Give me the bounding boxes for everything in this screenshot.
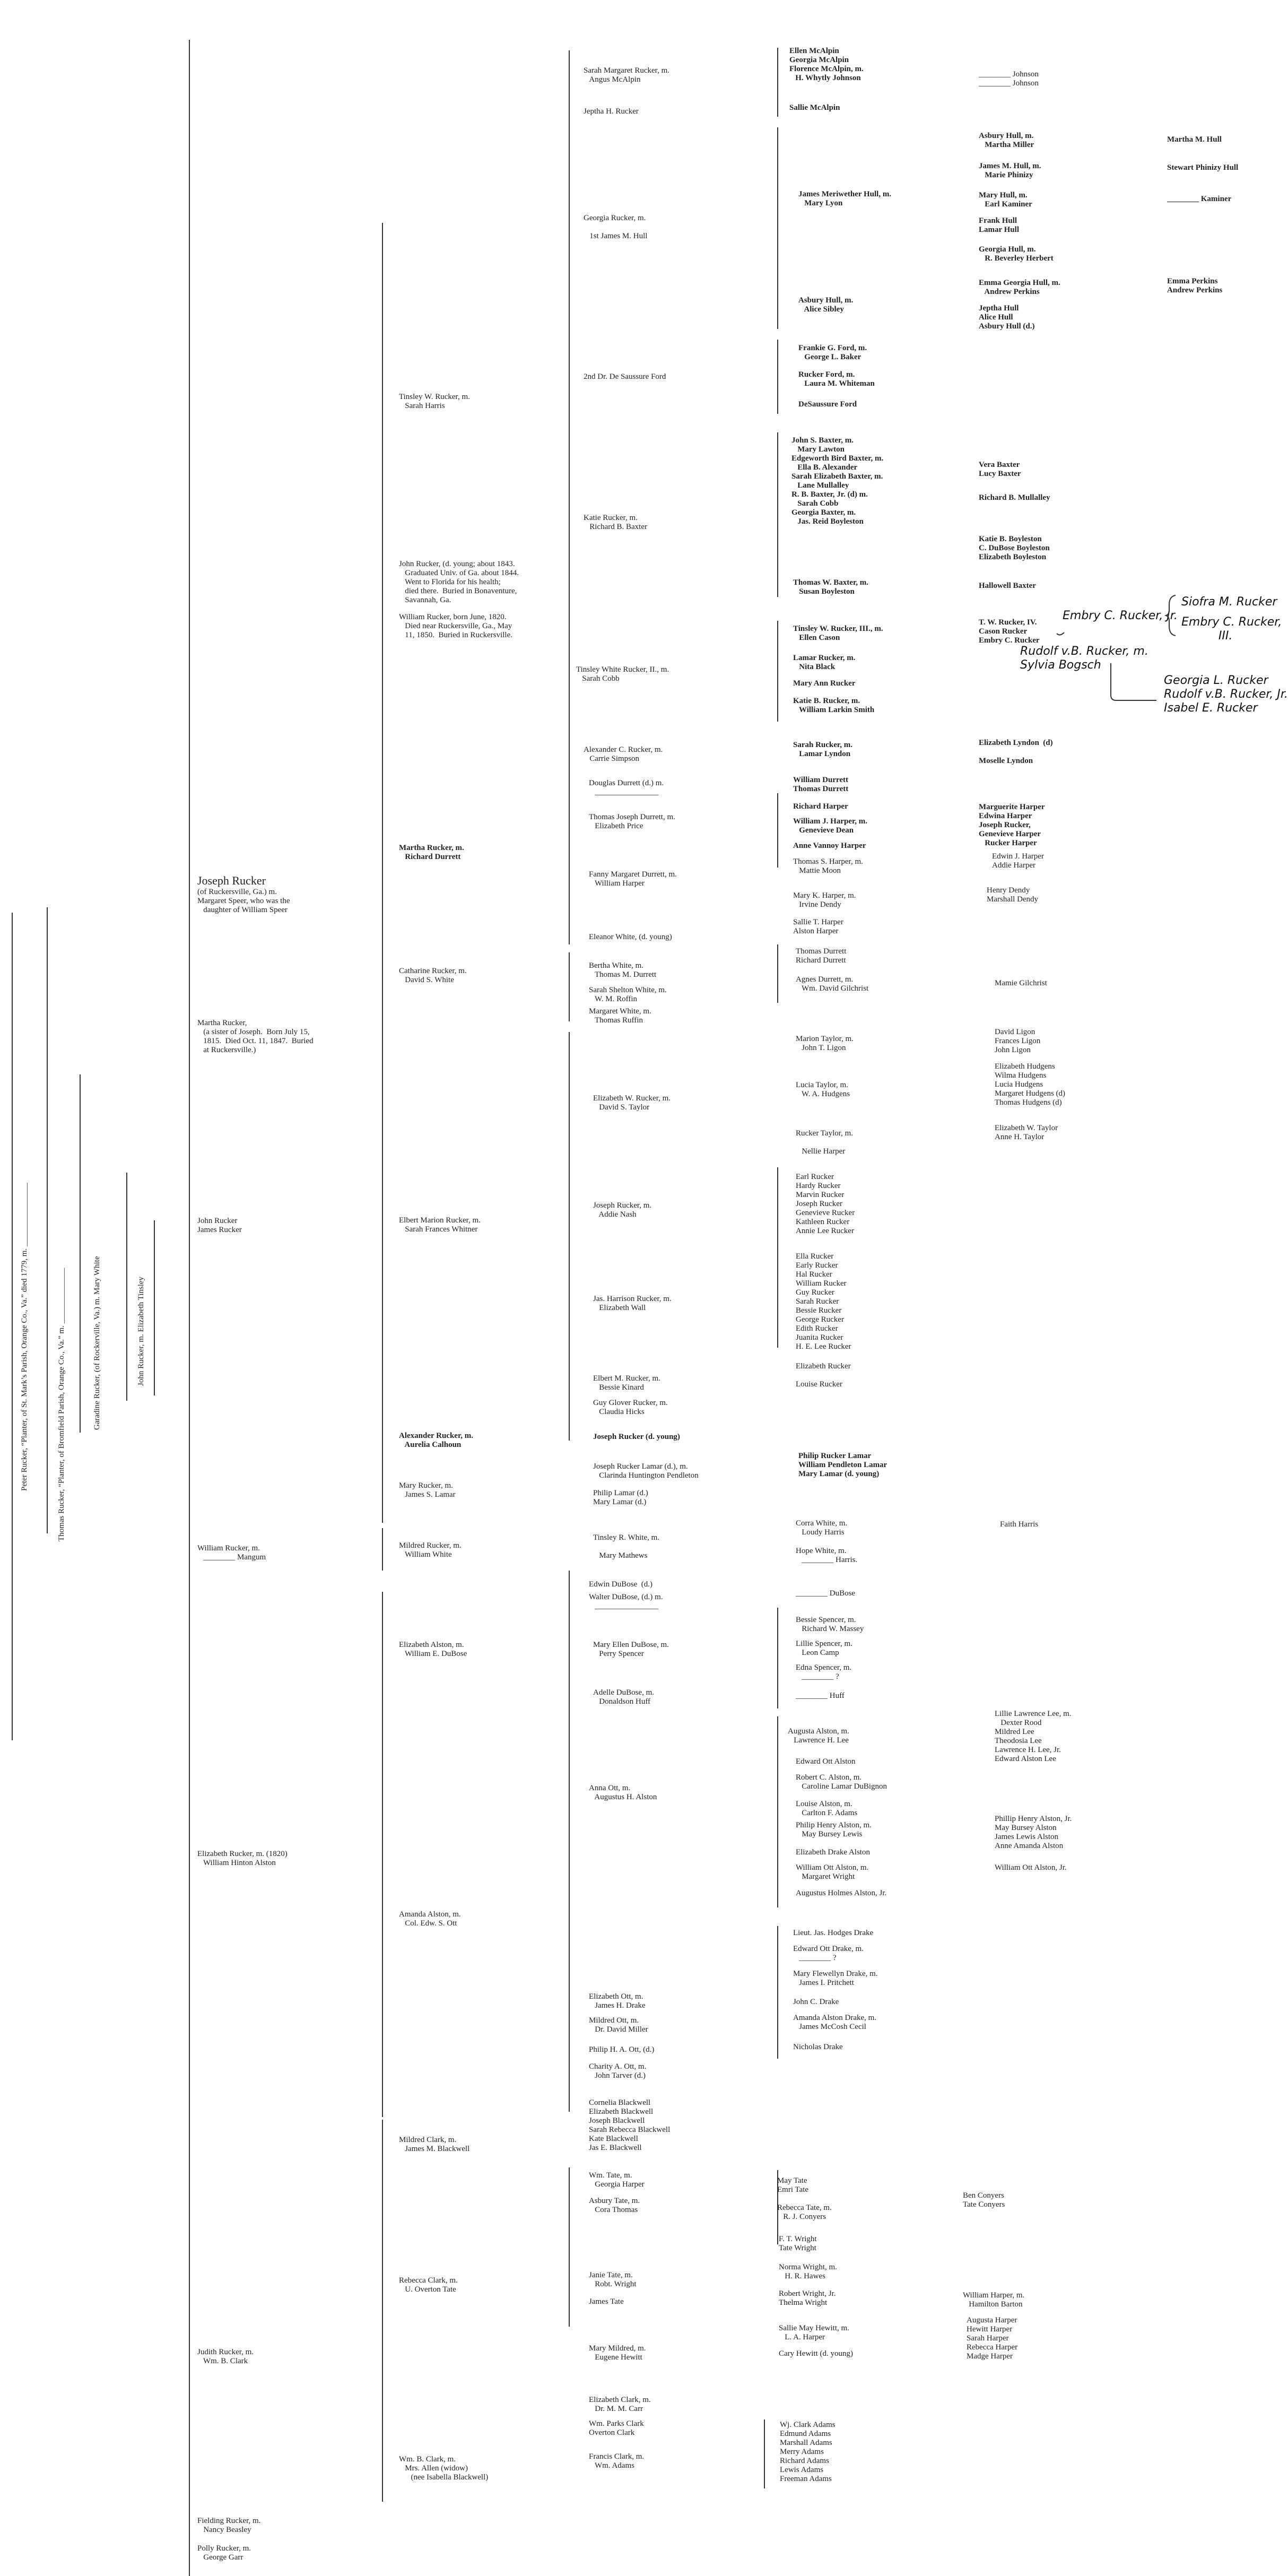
alexander-rucker-entry: Alexander Rucker, m. Aurelia Calhoun xyxy=(399,1432,473,1449)
col2-bracket-elizabeth xyxy=(382,1592,383,2117)
col2-bracket-joseph xyxy=(382,223,383,1523)
gen1-line xyxy=(12,913,13,1740)
col4-bracket-8 xyxy=(777,1167,778,1348)
mildred-clark-entry: Mildred Clark, m. James M. Blackwell xyxy=(399,2136,470,2153)
sarah-shelton-white-entry: Sarah Shelton White, m. W. M. Roffin xyxy=(589,986,667,1003)
tinsley-rucker-entry: Tinsley W. Rucker, m. Sarah Harris xyxy=(399,393,470,410)
mary-ann-rucker-entry: Mary Ann Rucker xyxy=(793,679,856,688)
fanny-margaret-durrett-entry: Fanny Margaret Durrett, m. William Harper xyxy=(589,870,677,888)
gen4-line xyxy=(126,1173,127,1401)
katie-b-rucker-entry: Katie B. Rucker, m. William Larkin Smith xyxy=(793,697,875,714)
douglas-durrett-entry: Douglas Durrett (d.) m. ________________ xyxy=(589,779,664,796)
philip-mary-lamar-entry: Philip Lamar (d.) Mary Lamar (d.) xyxy=(593,1489,648,1506)
sarah-margaret-rucker-entry: Sarah Margaret Rucker, m. Angus McAlpin xyxy=(584,66,669,84)
lee-children: Lillie Lawrence Lee, m. Dexter Rood Mildred Lee Theodosia Lee Lawrence H. Lee, Jr. Edward Alston Lee xyxy=(995,1710,1072,1763)
col4-bracket-7 xyxy=(777,944,778,1003)
philip-ott-entry: Philip H. A. Ott, (d.) xyxy=(589,2045,655,2054)
james-m-hull-entry: James M. Hull, m. Marie Phinizy xyxy=(979,162,1041,179)
huff-entry: ________ Huff xyxy=(796,1692,845,1700)
hallowell-baxter: Hallowell Baxter xyxy=(979,582,1036,590)
wm-clark-entry: Wm. B. Clark, m. Mrs. Allen (widow) (nee Isabella Blackwell) xyxy=(399,2455,489,2482)
col3-bracket-5 xyxy=(569,1571,570,1730)
handwritten-children: Georgia L. Rucker Rudolf v.B. Rucker, Jr. Isabel E. Rucker xyxy=(1164,674,1288,715)
william-harper-barton: William Harper, m. Hamilton Barton xyxy=(963,2291,1025,2309)
william-rucker-entry: William Rucker, m. ________ Mangum xyxy=(197,1544,266,1562)
mcalpin-children: Ellen McAlpin Georgia McAlpin Florence McAlpin, m. H. Whytly Johnson xyxy=(789,47,864,82)
augustus-holmes-alston-entry: Augustus Holmes Alston, Jr. xyxy=(796,1889,887,1897)
thomas-richard-durrett: Thomas Durrett Richard Durrett xyxy=(796,947,847,965)
handwritten-embry-jr: Embry C. Rucker, Jr. xyxy=(1063,609,1178,622)
asbury-hull-sibley-entry: Asbury Hull, m. Alice Sibley xyxy=(798,296,854,314)
rebecca-tate-entry: Rebecca Tate, m. R. J. Conyers xyxy=(777,2204,832,2221)
hudgens-children: Elizabeth Hudgens Wilma Hudgens Lucia Hudgens Margaret Hudgens (d) Thomas Hudgens (d) xyxy=(995,1062,1066,1107)
elbert-marion-rucker-entry: Elbert Marion Rucker, m. Sarah Frances Whitner xyxy=(399,1216,481,1234)
col4-bracket-9 xyxy=(777,1608,778,1708)
anne-vannoy-harper-entry: Anne Vannoy Harper xyxy=(793,842,866,850)
jeptha-rucker-entry: Jeptha H. Rucker xyxy=(584,107,639,116)
elbert-m-children: Elizabeth Rucker Louise Rucker xyxy=(796,1362,851,1389)
charity-ott-entry: Charity A. Ott, m. John Tarver (d.) xyxy=(589,2062,647,2080)
alexander-c-rucker-entry: Alexander C. Rucker, m. Carrie Simpson xyxy=(584,745,663,763)
blackwell-children: Cornelia Blackwell Elizabeth Blackwell Joseph Blackwell Sarah Rebecca Blackwell Kate Blackwell Jas E. Blackwell xyxy=(589,2098,671,2152)
joseph-rucker-lamar-entry: Joseph Rucker Lamar (d.), m. Clarinda Huntington Pendleton xyxy=(593,1462,699,1480)
gen1-text: Peter Rucker, “Planter, of St. Mark’s Parish, Orange Co., Va.” died 1779, m. ________________ xyxy=(20,1183,29,1491)
dendy-children: Henry Dendy Marshall Dendy xyxy=(987,886,1039,904)
col3-bracket-3 xyxy=(569,952,570,1021)
nicholas-drake-entry: Nicholas Drake xyxy=(793,2043,843,2051)
elbert-m-rucker-entry: Elbert M. Rucker, m. Bessie Kinard xyxy=(593,1374,660,1392)
elizabeth-w-rucker-entry: Elizabeth W. Rucker, m. David S. Taylor xyxy=(593,1094,671,1112)
martha-rucker-durrett-entry: Martha Rucker, m. Richard Durrett xyxy=(399,844,464,861)
richard-mullalley: Richard B. Mullalley xyxy=(979,493,1050,502)
tinsley-white-rucker-entry: Tinsley White Rucker, II., m. Sarah Cobb xyxy=(576,665,669,683)
john-c-drake-entry: John C. Drake xyxy=(793,1998,839,2006)
anna-ott-entry: Anna Ott, m. Augustus H. Alston xyxy=(589,1784,657,1801)
ligon-children: David Ligon Frances Ligon John Ligon xyxy=(995,1028,1041,1054)
joseph-rucker-name: Joseph Rucker xyxy=(197,874,266,887)
taylor-children: Elizabeth W. Taylor Anne H. Taylor xyxy=(995,1124,1058,1141)
lamar-children: Philip Rucker Lamar William Pendleton Lamar Mary Lamar (d. young) xyxy=(798,1452,887,1478)
col4-bracket-5 xyxy=(777,621,778,722)
georgia-rucker-entry: Georgia Rucker, m. 1st James M. Hull xyxy=(584,214,648,240)
lieut-drake-entry: Lieut. Jas. Hodges Drake xyxy=(793,1929,874,1937)
handwritten-bracket-embry xyxy=(1165,594,1181,637)
martha-rucker-entry: Martha Rucker, (a sister of Joseph. Born July 15, 1815. Died Oct. 11, 1847. Buried at Ruckersville.) xyxy=(197,1019,314,1054)
edna-spencer-entry: Edna Spencer, m. ________ ? xyxy=(796,1663,852,1681)
handwritten-embry-iii: Embry C. Rucker, III. xyxy=(1181,615,1282,643)
john-rucker-young-entry: John Rucker, (d. young; about 1843. Graduated Univ. of Ga. about 1844. Went to Florida for his health; died there. Buried in Bonaventure, Savannah, Ga. xyxy=(399,560,519,604)
asbury-hull-miller-entry: Asbury Hull, m. Martha Miller xyxy=(979,132,1034,149)
adams-children: Wj. Clark Adams Edmund Adams Marshall Adams Merry Adams Richard Adams Lewis Adams Freeman Adams xyxy=(780,2421,836,2483)
elizabeth-drake-alston-entry: Elizabeth Drake Alston xyxy=(796,1848,870,1857)
gen4-text: John Rucker, m. Elizabeth Tinsley xyxy=(137,1276,145,1386)
philip-henry-alston-entry: Philip Henry Alston, m. May Bursey Lewis xyxy=(796,1821,872,1838)
asbury-tate-entry: Asbury Tate, m. Cora Thomas xyxy=(589,2197,640,2214)
francis-clark-entry: Francis Clark, m. Wm. Adams xyxy=(589,2452,645,2470)
sarah-rucker-lyndon-entry: Sarah Rucker, m. Lamar Lyndon xyxy=(793,741,852,758)
col4-bracket-11 xyxy=(777,1926,778,2059)
edwin-dubose-entry: Edwin DuBose (d.) xyxy=(589,1580,652,1589)
edward-ott-alston-entry: Edward Ott Alston xyxy=(796,1757,856,1766)
gen3-text: Garadine Rucker, (of Rockerville, Va.) m. Mary White xyxy=(93,1256,101,1430)
adelle-dubose-entry: Adelle DuBose, m. Donaldson Huff xyxy=(593,1688,654,1706)
martha-m-hull: Martha M. Hull xyxy=(1167,135,1222,144)
augusta-alston-entry: Augusta Alston, m. Lawrence H. Lee xyxy=(788,1727,849,1745)
harper-children: Marguerite Harper Edwina Harper Joseph Rucker, Genevieve Harper Rucker Harper xyxy=(979,803,1045,847)
richard-harper-entry: Richard Harper xyxy=(793,802,848,811)
rucker-ford-entry: Rucker Ford, m. Laura M. Whiteman xyxy=(798,370,875,388)
william-ott-alston-jr: William Ott Alston, Jr. xyxy=(995,1863,1067,1872)
handwritten-rudolf: Rudolf v.B. Rucker, m. Sylvia Bogsch xyxy=(1020,645,1148,672)
johnson-entries: ________ Johnson ________ Johnson xyxy=(979,70,1039,88)
col4-bracket-6 xyxy=(777,793,778,868)
jeptha-alice-asbury-hull: Jeptha Hull Alice Hull Asbury Hull (d.) xyxy=(979,304,1035,331)
william-j-harper-entry: William J. Harper, m. Genevieve Dean xyxy=(793,817,867,835)
frank-lamar-hull: Frank Hull Lamar Hull xyxy=(979,216,1019,234)
thomas-w-baxter-entry: Thomas W. Baxter, m. Susan Boyleston xyxy=(793,578,868,596)
lillie-spencer-entry: Lillie Spencer, m. Leon Camp xyxy=(796,1640,852,1657)
louise-alston-entry: Louise Alston, m. Carlton F. Adams xyxy=(796,1800,858,1817)
col4-bracket-10 xyxy=(777,1716,778,1907)
col3-bracket-6 xyxy=(569,1719,570,2112)
mildred-rucker-entry: Mildred Rucker, m. William White xyxy=(399,1541,462,1559)
robert-alston-entry: Robert C. Alston, m. Caroline Lamar DuBignon xyxy=(796,1773,887,1791)
joseph-rucker-children: Earl Rucker Hardy Rucker Marvin Rucker Joseph Rucker Genevieve Rucker Kathleen Rucker Annie Lee Rucker xyxy=(796,1173,855,1235)
philip-alston-jr-children: Phillip Henry Alston, Jr. May Bursey Alston James Lewis Alston Anne Amanda Alston xyxy=(995,1815,1072,1850)
rucker-taylor-entry: Rucker Taylor, m. Nellie Harper xyxy=(796,1129,854,1156)
dubose-entry: ________ DuBose xyxy=(796,1589,856,1598)
elizabeth-alston-entry: Elizabeth Alston, m. William E. DuBose xyxy=(399,1641,467,1658)
conyers-children: Ben Conyers Tate Conyers xyxy=(963,2191,1005,2209)
eleanor-white-entry: Eleanor White, (d. young) xyxy=(589,933,672,941)
elizabeth-clark-entry: Elizabeth Clark, m. Dr. M. M. Carr xyxy=(589,2396,651,2413)
col2-bracket-mildred xyxy=(382,1528,383,1571)
desaussure-ford-entry: DeSaussure Ford xyxy=(798,400,857,409)
judith-rucker-entry: Judith Rucker, m. Wm. B. Clark xyxy=(197,2348,254,2365)
col3-bracket-7 xyxy=(569,2167,570,2327)
emma-georgia-hull-entry: Emma Georgia Hull, m. Andrew Perkins xyxy=(979,279,1060,296)
harper-grandchildren: Augusta Harper Hewitt Harper Sarah Harper Rebecca Harper Madge Harper xyxy=(967,2316,1018,2361)
edward-ott-drake-entry: Edward Ott Drake, m. ________ ? xyxy=(793,1945,864,1962)
perkins-children: Emma Perkins Andrew Perkins xyxy=(1167,277,1223,294)
joseph-rucker-young-entry: Joseph Rucker (d. young) xyxy=(593,1433,680,1441)
sallie-hewitt-entry: Sallie May Hewitt, m. L. A. Harper xyxy=(779,2324,849,2341)
faith-harris: Faith Harris xyxy=(1000,1520,1039,1529)
polly-rucker-entry: Polly Rucker, m. George Garr xyxy=(197,2544,251,2562)
william-rucker-b-entry: William Rucker, born June, 1820. Died near Ruckersville, Ga., May 11, 1850. Buried in Ruckersville. xyxy=(399,613,512,639)
lyndon-children: Elizabeth Lyndon (d) Moselle Lyndon xyxy=(979,739,1053,765)
agnes-durrett-entry: Agnes Durrett, m. Wm. David Gilchrist xyxy=(796,975,869,993)
lucia-taylor-entry: Lucia Taylor, m. W. A. Hudgens xyxy=(796,1081,850,1098)
mary-rucker-lamar-entry: Mary Rucker, m. James S. Lamar xyxy=(399,1481,456,1499)
tw-rucker-iv-children: T. W. Rucker, IV. Cason Rucker Embry C. Rucker xyxy=(979,618,1040,645)
tinsley-r-white-entry: Tinsley R. White, m. Mary Mathews xyxy=(593,1533,660,1560)
frankie-ford-entry: Frankie G. Ford, m. George L. Baker xyxy=(798,344,867,361)
mary-ellen-dubose-entry: Mary Ellen DuBose, m. Perry Spencer xyxy=(593,1641,669,1658)
col3-bracket-4 xyxy=(569,1032,570,1441)
wm-tate-entry: Wm. Tate, m. Georgia Harper xyxy=(589,2171,645,2189)
bertha-white-entry: Bertha White, m. Thomas M. Durrett xyxy=(589,961,657,979)
james-tate-entry: James Tate xyxy=(589,2297,624,2306)
handwritten-line-rudolf xyxy=(1056,631,1162,706)
mamie-gilchrist: Mamie Gilchrist xyxy=(995,979,1047,987)
janie-tate-entry: Janie Tate, m. Robt. Wright xyxy=(589,2271,637,2288)
col4-bracket-4 xyxy=(777,432,778,597)
norma-wright-entry: Norma Wright, m. H. R. Hawes xyxy=(779,2263,837,2280)
baxter-children: John S. Baxter, m. Mary Lawton Edgeworth Bird Baxter, m. Ella B. Alexander Sarah Elizabeth Baxter, m. Lane Mullalley R. B. Baxter, Jr. (d) m. Sarah Cobb Georgia Baxter, m. Jas. Reid Boyleston xyxy=(791,436,884,526)
edwin-addie-harper: Edwin J. Harper Addie Harper xyxy=(992,852,1044,870)
handwritten-siofra: Siofra M. Rucker xyxy=(1181,595,1277,609)
james-meriwether-hull-entry: James Meriwether Hull, m. Mary Lyon xyxy=(798,190,892,207)
catharine-rucker-entry: Catharine Rucker, m. David S. White xyxy=(399,967,467,984)
col4-bracket-13 xyxy=(764,2419,765,2488)
col2-bracket-judith xyxy=(382,2120,383,2502)
corra-white-entry: Corra White, m. Loudy Harris xyxy=(796,1519,848,1537)
jas-harrison-rucker-entry: Jas. Harrison Rucker, m. Elizabeth Wall xyxy=(593,1295,672,1312)
bessie-spencer-entry: Bessie Spencer, m. Richard W. Massey xyxy=(796,1616,864,1633)
katie-rucker-entry: Katie Rucker, m. Richard B. Baxter xyxy=(584,514,647,531)
cary-hewitt-entry: Cary Hewitt (d. young) xyxy=(779,2349,853,2358)
kaminer: ________ Kaminer xyxy=(1167,195,1232,203)
tinsley-rucker-iii-entry: Tinsley W. Rucker, III., m. Ellen Cason xyxy=(793,625,883,642)
lamar-rucker-entry: Lamar Rucker, m. Nita Black xyxy=(793,654,856,671)
gen5-line xyxy=(154,1220,155,1395)
thomas-s-harper-entry: Thomas S. Harper, m. Mattie Moon xyxy=(793,857,863,875)
mary-hull-entry: Mary Hull, m. Earl Kaminer xyxy=(979,191,1032,209)
jas-harrison-children: Ella Rucker Early Rucker Hal Rucker William Rucker Guy Rucker Sarah Rucker Bessie Rucker George Rucker Edith Rucker Juanita Rucker H. E. Lee Rucker xyxy=(796,1252,851,1351)
boyleston-children: Katie B. Boyleston C. DuBose Boyleston Elizabeth Boyleston xyxy=(979,535,1050,561)
sallie-harper-entry: Sallie T. Harper Alston Harper xyxy=(793,918,843,935)
mary-mildred-entry: Mary Mildred, m. Eugene Hewitt xyxy=(589,2344,646,2362)
walter-dubose-entry: Walter DuBose, (d.) m. ________________ xyxy=(589,1593,663,1610)
col4-bracket-3 xyxy=(777,340,778,414)
joseph-rucker-nash-entry: Joseph Rucker, m. Addie Nash xyxy=(593,1201,652,1219)
col4-bracket-1 xyxy=(777,48,778,117)
mildred-ott-entry: Mildred Ott, m. Dr. David Miller xyxy=(589,2016,648,2034)
gen2-text: Thomas Rucker, “Planter, of Bromfield Parish, Orange Co., Va.” m. ______________ xyxy=(57,1268,66,1541)
joseph-rucker-details: (of Ruckersville, Ga.) m. Margaret Speer, who was the daughter of William Speer xyxy=(197,888,290,914)
amanda-alston-entry: Amanda Alston, m. Col. Edw. S. Ott xyxy=(399,1910,461,1928)
rebecca-clark-entry: Rebecca Clark, m. U. Overton Tate xyxy=(399,2276,458,2294)
marion-taylor-entry: Marion Taylor, m. John T. Ligon xyxy=(796,1035,854,1052)
stewart-phinizy-hull: Stewart Phinizy Hull xyxy=(1167,163,1239,172)
durrett-children: William Durrett Thomas Durrett xyxy=(793,776,849,793)
margaret-white-entry: Margaret White, m. Thomas Ruffin xyxy=(589,1007,651,1025)
georgia-hull-entry: Georgia Hull, m. R. Beverley Herbert xyxy=(979,245,1054,263)
wm-parks-clark-entry: Wm. Parks Clark Overton Clark xyxy=(589,2419,644,2437)
elizabeth-rucker-entry: Elizabeth Rucker, m. (1820) William Hinton Alston xyxy=(197,1850,288,1867)
tate-children: May Tate Emri Tate xyxy=(777,2176,809,2194)
john-rucker-entry: John Rucker James Rucker xyxy=(197,1217,242,1234)
elizabeth-ott-entry: Elizabeth Ott, m. James H. Drake xyxy=(589,1992,646,2010)
robert-wright-entry: Robert Wright, Jr. Thelma Wright xyxy=(779,2289,836,2307)
thomas-joseph-durrett-entry: Thomas Joseph Durrett, m. Elizabeth Price xyxy=(589,813,675,830)
william-ott-alston-entry: William Ott Alston, m. Margaret Wright xyxy=(796,1863,869,1881)
main-family-line xyxy=(189,40,190,2576)
col3-bracket-2 xyxy=(569,775,570,944)
hope-white-entry: Hope White, m. ________ Harris. xyxy=(796,1547,858,1564)
fielding-rucker-entry: Fielding Rucker, m. Nancy Beasley xyxy=(197,2517,261,2534)
guy-glover-rucker-entry: Guy Glover Rucker, m. Claudia Hicks xyxy=(593,1399,668,1416)
gen2-line xyxy=(47,907,48,1533)
mary-k-harper-entry: Mary K. Harper, m. Irvine Dendy xyxy=(793,891,856,909)
col3-bracket-1 xyxy=(569,50,570,777)
wright-children: F. T. Wright Tate Wright xyxy=(779,2235,817,2252)
gen3-line xyxy=(80,1074,81,1433)
sallie-mcalpin: Sallie McAlpin xyxy=(789,103,840,112)
mary-flewellyn-drake-entry: Mary Flewellyn Drake, m. James I. Pritchett xyxy=(793,1970,878,1987)
amanda-alston-drake-entry: Amanda Alston Drake, m. James McCosh Cecil xyxy=(793,2014,877,2031)
ford-entry: 2nd Dr. De Saussure Ford xyxy=(584,372,666,381)
col4-bracket-2 xyxy=(777,127,778,329)
vera-lucy-baxter: Vera Baxter Lucy Baxter xyxy=(979,461,1021,478)
